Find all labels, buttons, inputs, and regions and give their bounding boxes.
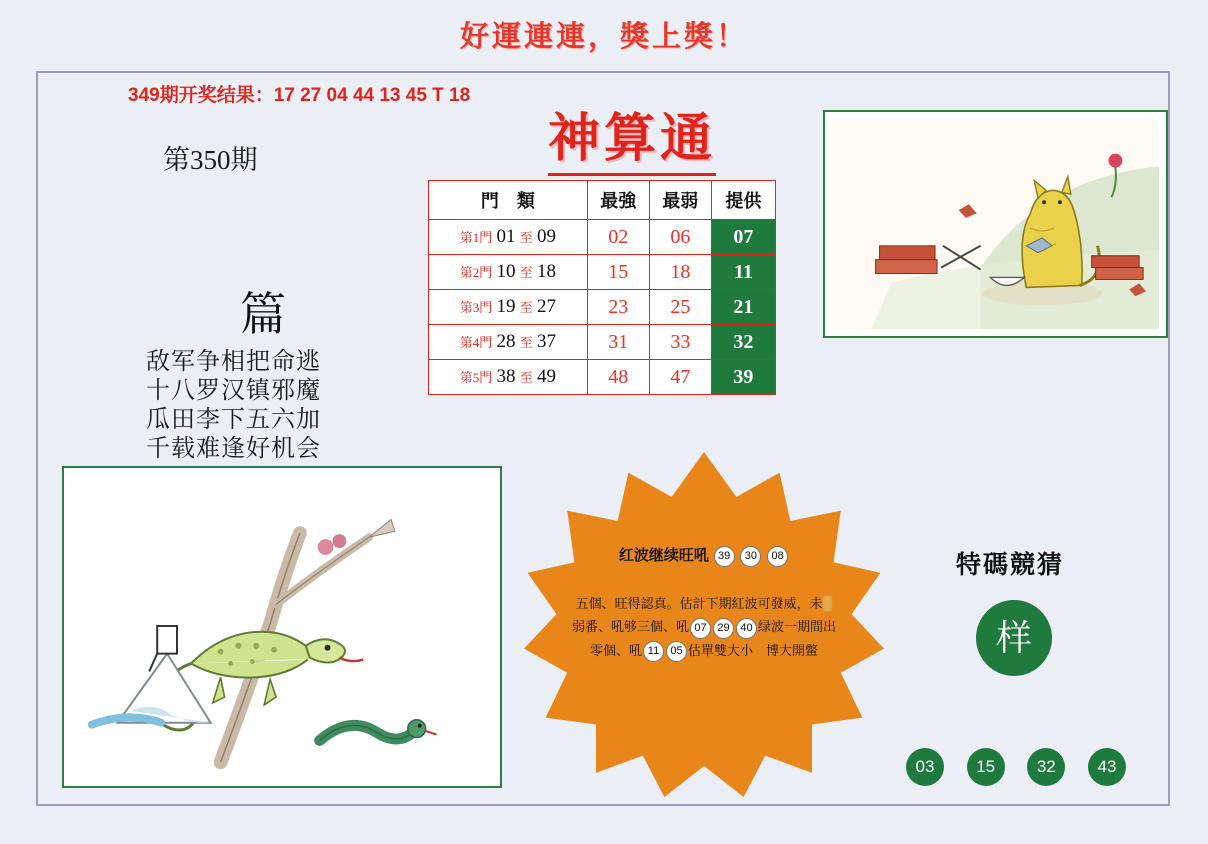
gate-from: 01 bbox=[496, 226, 516, 247]
gate-to-label: 至 bbox=[519, 300, 533, 315]
gate-range-cell bbox=[429, 325, 588, 360]
starburst-headline bbox=[524, 544, 884, 567]
gate-from: 19 bbox=[496, 296, 516, 317]
headline-ball: 08 bbox=[767, 546, 788, 567]
strong-value: 48 bbox=[587, 360, 649, 395]
blurred-text bbox=[823, 596, 833, 611]
gate-to: 18 bbox=[537, 261, 557, 282]
gate-to: 09 bbox=[537, 226, 557, 247]
gate-label: 第4門 bbox=[459, 335, 493, 350]
lizard-illustration-svg bbox=[72, 476, 492, 778]
cat-illustration-svg bbox=[832, 119, 1159, 329]
body-ball: 11 bbox=[643, 641, 664, 662]
body-line-1: 五個、旺得認真。估計下期紅波可發威，未 bbox=[575, 596, 823, 611]
lizard-illustration bbox=[72, 476, 492, 778]
weak-value: 47 bbox=[649, 360, 711, 395]
gate-to-label: 至 bbox=[519, 265, 533, 280]
cat-illustration bbox=[832, 119, 1159, 329]
poem-line: 十八罗汉镇邪魔 bbox=[146, 378, 321, 404]
starburst-headline-text: 红波继续旺吼 bbox=[618, 548, 709, 564]
special-ball: 43 bbox=[1088, 748, 1126, 786]
gate-range-cell bbox=[429, 255, 588, 290]
logo-char-3: 通 bbox=[660, 96, 716, 176]
lizard-illustration-frame bbox=[62, 466, 502, 788]
logo-char-1: 神 bbox=[548, 96, 604, 176]
special-ball: 15 bbox=[967, 748, 1005, 786]
col-header-gate: 門 類 bbox=[429, 181, 588, 220]
strong-value: 31 bbox=[587, 325, 649, 360]
starburst-body bbox=[570, 592, 838, 662]
strong-value: 23 bbox=[587, 290, 649, 325]
special-code-title: 特碼競猜 bbox=[956, 552, 1065, 579]
weak-value: 06 bbox=[649, 220, 711, 255]
table-row bbox=[429, 325, 776, 360]
table-row bbox=[429, 360, 776, 395]
poem-big-char: 篇 bbox=[240, 289, 286, 340]
starburst-body-line bbox=[570, 639, 838, 663]
poem-line: 敌军争相把命逃 bbox=[146, 349, 321, 375]
cat-illustration-frame bbox=[823, 110, 1168, 338]
col-header-weak: 最弱 bbox=[649, 181, 711, 220]
provide-value: 11 bbox=[711, 255, 775, 290]
weak-value: 33 bbox=[649, 325, 711, 360]
starburst-panel bbox=[524, 452, 884, 797]
strong-value: 15 bbox=[587, 255, 649, 290]
poem-line: 瓜田李下五六加 bbox=[146, 407, 321, 433]
weak-value: 18 bbox=[649, 255, 711, 290]
gate-to: 49 bbox=[537, 366, 557, 387]
provide-value: 21 bbox=[711, 290, 775, 325]
issue-number: 第350期 bbox=[163, 145, 258, 175]
headline-ball: 39 bbox=[714, 546, 735, 567]
table-row bbox=[429, 220, 776, 255]
col-header-strong: 最強 bbox=[587, 181, 649, 220]
gate-label: 第5門 bbox=[459, 370, 493, 385]
special-code-word: 样 bbox=[976, 600, 1052, 676]
table-header-row bbox=[429, 181, 776, 220]
body-line-3b: 估單雙大小 博大開鳖 bbox=[688, 642, 819, 658]
gate-from: 38 bbox=[496, 366, 516, 387]
special-ball: 03 bbox=[906, 748, 944, 786]
body-ball: 29 bbox=[713, 618, 734, 639]
provide-value: 07 bbox=[711, 220, 775, 255]
top-banner-text: 好運連連，獎上獎！ bbox=[459, 21, 748, 53]
gate-to-label: 至 bbox=[519, 230, 533, 245]
gate-range-cell bbox=[429, 360, 588, 395]
gate-label: 第3門 bbox=[459, 300, 493, 315]
strong-value: 02 bbox=[587, 220, 649, 255]
gate-label: 第2門 bbox=[459, 265, 493, 280]
body-ball: 40 bbox=[736, 618, 757, 639]
gate-to-label: 至 bbox=[519, 335, 533, 350]
forecast-table bbox=[428, 180, 776, 395]
gate-to-label: 至 bbox=[519, 370, 533, 385]
special-code-balls bbox=[906, 748, 1126, 786]
body-line-3a: 零個、吼 bbox=[589, 642, 642, 658]
gate-from: 10 bbox=[496, 261, 516, 282]
poem-block bbox=[146, 348, 321, 464]
gate-range-cell bbox=[429, 290, 588, 325]
gate-label: 第1門 bbox=[459, 230, 493, 245]
previous-draw-result: 349期开奖结果：17 27 04 44 13 45 T 18 bbox=[128, 85, 471, 106]
table-row bbox=[429, 255, 776, 290]
weak-value: 25 bbox=[649, 290, 711, 325]
table-row bbox=[429, 290, 776, 325]
logo-char-2: 算 bbox=[604, 96, 660, 176]
site-logo-title bbox=[548, 96, 716, 176]
poem-line: 千载难逢好机会 bbox=[146, 436, 321, 462]
special-ball: 32 bbox=[1027, 748, 1065, 786]
provide-value: 32 bbox=[711, 325, 775, 360]
starburst-body-line bbox=[570, 592, 838, 615]
body-ball: 07 bbox=[690, 618, 711, 639]
gate-to: 27 bbox=[537, 296, 557, 317]
body-line-2a: 弱番、吼够三個、吼 bbox=[571, 619, 689, 634]
starburst-body-line bbox=[570, 615, 838, 639]
provide-value: 39 bbox=[711, 360, 775, 395]
gate-to: 37 bbox=[537, 331, 557, 352]
body-line-2b: 绿波一期間出 bbox=[758, 619, 837, 634]
col-header-provide: 提供 bbox=[711, 181, 775, 220]
gate-range-cell bbox=[429, 220, 588, 255]
body-ball: 05 bbox=[666, 641, 687, 662]
headline-ball: 30 bbox=[740, 546, 761, 567]
gate-from: 28 bbox=[496, 331, 516, 352]
